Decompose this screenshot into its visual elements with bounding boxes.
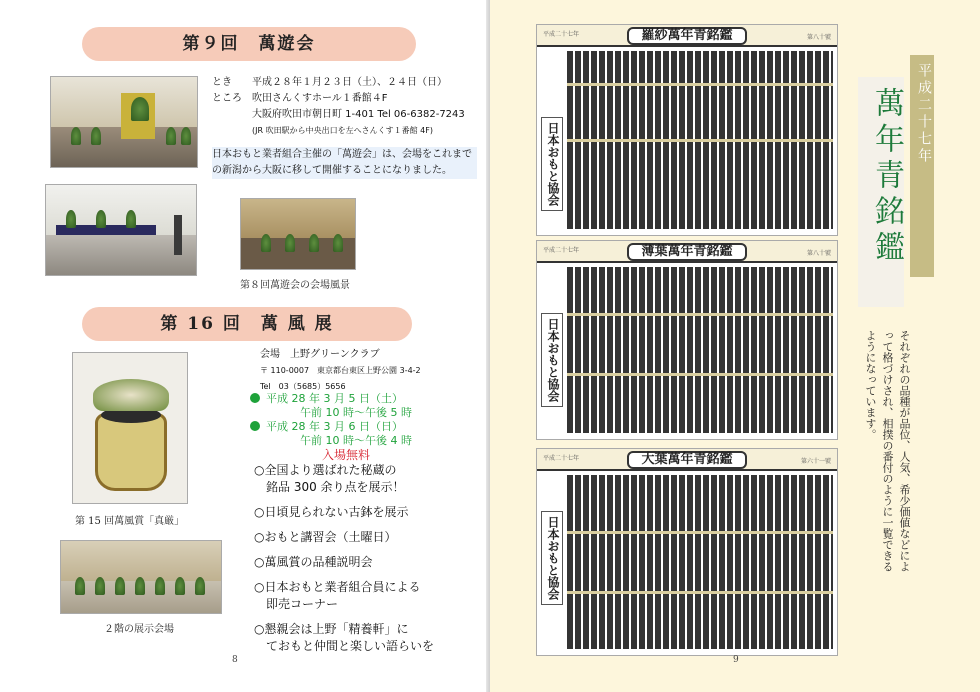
chart-year: 平成二十七年 (543, 455, 580, 462)
event1-note-1: 日本おもと業者組合主催の「萬遊会」は、会場をこれまで (212, 147, 477, 163)
event1-address: 大阪府吹田市朝日町 1-401 Tel 06-6382-7243 (252, 109, 465, 120)
chart-number: 第八十號 (806, 34, 831, 41)
hall-photo (60, 540, 222, 614)
pot-photo (72, 352, 188, 504)
event2-tel: Tel 03（5685）5656 (260, 382, 346, 391)
page-number-right: 9 (733, 655, 739, 665)
chart-year: 平成二十七年 (543, 31, 580, 38)
event1-note-2: の新潟から大阪に移して開催することになりました。 (212, 163, 477, 179)
chart-title: 薄葉萬年青銘鑑 (627, 243, 747, 261)
when-label: とき (212, 77, 232, 88)
chart-ooba (536, 448, 838, 656)
event2-features (254, 462, 434, 655)
bullet-icon (250, 393, 260, 403)
chart-number: 第八十號 (806, 250, 831, 257)
chart-publisher: 日本おもと協会 (541, 117, 563, 211)
event2-venue: 会場 上野グリーンクラブ (260, 349, 380, 360)
list-item: 銘品 300 余り点を展示！ (254, 480, 405, 494)
pot-caption: 第 15 回萬風賞「真厳」 (75, 516, 185, 527)
page-number-left: 8 (232, 655, 238, 665)
where-value: 吹田さんくすホール１番館４F (252, 93, 388, 104)
list-item: 即売コーナー (254, 597, 339, 611)
chart-number: 第六十一號 (800, 458, 831, 465)
chart-rasha (536, 24, 838, 236)
time2: 午前 10 時～午後 4 時 (300, 434, 412, 447)
hall-caption: ２階の展示会場 (104, 624, 174, 635)
chart-publisher: 日本おもと協会 (541, 313, 563, 407)
section-title: 萬年青銘鑑 (869, 87, 904, 267)
event1-info (212, 75, 477, 179)
event1-photo-2 (45, 184, 197, 276)
chart-title: 大葉萬年青銘鑑 (627, 451, 747, 469)
chart-usuba (536, 240, 838, 440)
event1-hall-photo (50, 76, 198, 168)
event2-postal: 〒 110-0007 東京都台東区上野公園 3-4-2 (260, 366, 421, 375)
event2-banner: 第 16 回 萬 風 展 (82, 307, 412, 341)
chart-publisher: 日本おもと協会 (541, 511, 563, 605)
ranking-grid (567, 267, 833, 433)
date2: 平成 28 年 3 月 6 日（日） (266, 420, 403, 433)
list-item: ておもと仲間と楽しい語らいを (254, 639, 435, 653)
list-item: ○おもと講習会（土曜日） (254, 530, 397, 544)
list-item: ○日本おもと業者組合員による (254, 580, 421, 594)
where-label: ところ (212, 93, 242, 104)
list-item: ○懇親会は上野「精養軒」に (254, 622, 409, 636)
event1-access: (JR 吹田駅から中央出口を左へさんくす１番館 4F) (252, 126, 433, 135)
chart-title: 羅紗萬年青銘鑑 (627, 27, 747, 45)
date1: 平成 28 年 3 月 5 日（土） (266, 392, 403, 405)
admission: 入場無料 (322, 448, 371, 462)
time1: 午前 10 時～午後 5 時 (300, 406, 412, 419)
event1-photo-caption: 第８回萬遊会の会場風景 (240, 280, 350, 291)
ranking-grid (567, 475, 833, 649)
list-item: ○全国より選ばれた秘蔵の (254, 463, 397, 477)
when-value: 平成２８年１月２３日（土）、２４日（日） (252, 77, 447, 88)
list-item: ○日頃見られない古鉢を展示 (254, 505, 409, 519)
bullet-icon (250, 421, 260, 431)
section-title-box (858, 77, 904, 307)
event1-photo-3 (240, 198, 356, 270)
event1-banner: 第９回 萬遊会 (82, 27, 416, 61)
event2-info (260, 347, 470, 395)
chart-year: 平成二十七年 (543, 247, 580, 254)
section-description: それぞれの品種が品位、人気、希少価値などによって格づけされ、相撲の番付のように一覧できるようになっています。 (864, 330, 911, 572)
list-item: ○萬風賞の品種説明会 (254, 555, 373, 569)
year-tab-text: 平成二十七年 (916, 63, 932, 165)
event2-schedule (250, 392, 470, 462)
